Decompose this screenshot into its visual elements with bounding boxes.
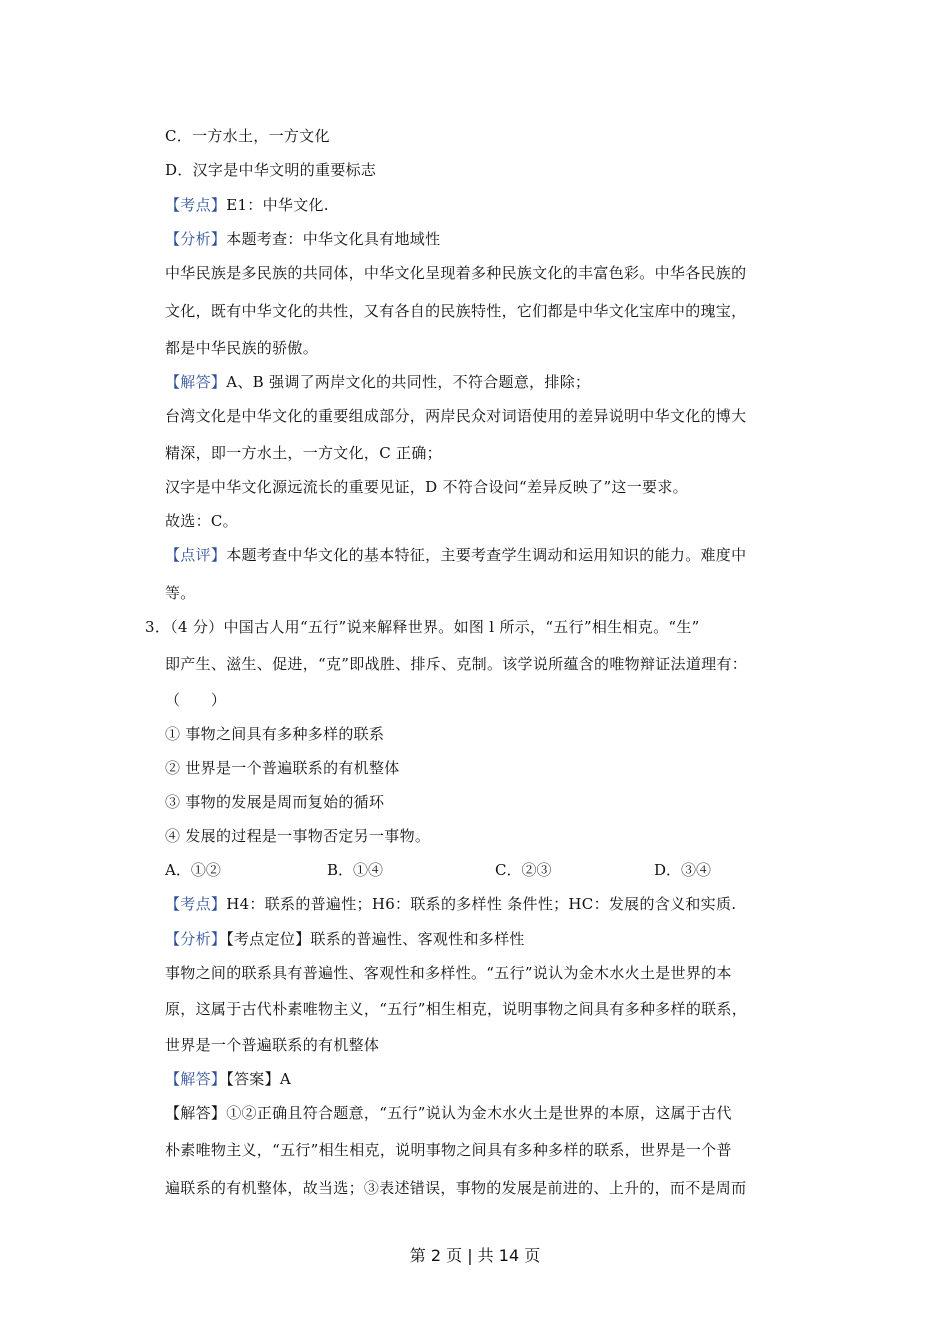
dianping-line: [165, 545, 746, 565]
jieda-line: [165, 1069, 291, 1089]
jieda-paragraph-line: 【解答】①②正确且符合题意，“五行”说认为金木水火土是世界的本原，这属于古代: [165, 1104, 732, 1122]
question-number: 3．: [145, 618, 171, 636]
jieda-tag: 【解答】: [165, 1070, 227, 1088]
jieda-tag: 【解答】: [165, 373, 227, 391]
jieda-paragraph-line: 台湾文化是中华文化的重要组成部分，两岸民众对词语使用的差异说明中华文化的博大: [165, 407, 747, 425]
page-footer: 第 2 页 | 共 14 页: [409, 1246, 541, 1265]
kaodian-tag: 【考点】: [165, 196, 227, 214]
question-stem-line: 即产生、滋生、促进，“克”即战胜、排斥、克制。该学说所蕴含的唯物辩证法道理有：: [165, 655, 748, 673]
option-b: B．①④: [327, 861, 384, 879]
option-c: C．②③: [495, 861, 552, 879]
kaodian-text: H4：联系的普遍性；H6：联系的多样性 条件性；HC：发展的含义和实质.: [226, 895, 737, 913]
jieda-paragraph-line: 汉字是中华文化源远流长的重要见证，D 不符合设问“差异反映了”这一要求。: [165, 478, 688, 496]
option-d: D．③④: [654, 861, 712, 879]
option-c: C．一方水土，一方文化: [165, 127, 330, 145]
jieda-paragraph-line: 朴素唯物主义，“五行”相生相克，说明事物之间具有多种多样的联系，世界是一个普: [165, 1141, 732, 1159]
fenxi-text: 【考点定位】联系的普遍性、客观性和多样性: [226, 930, 525, 948]
choice-line: 故选：C。: [165, 512, 238, 530]
fenxi-text: 本题考查：中华文化具有地域性: [226, 230, 441, 248]
kaodian-text: E1：中华文化.: [226, 196, 329, 214]
statement-item: ② 世界是一个普遍联系的有机整体: [165, 759, 400, 777]
jieda-text: 【答案】A: [226, 1070, 292, 1088]
fenxi-paragraph-line: 原，这属于古代朴素唯物主义，“五行”相生相克，说明事物之间具有多种多样的联系，: [165, 1000, 748, 1018]
dianping-tag: 【点评】: [165, 546, 227, 564]
fenxi-tag: 【分析】: [165, 230, 227, 248]
fenxi-paragraph-line: 都是中华民族的骄傲。: [165, 339, 319, 357]
jieda-line: [165, 372, 590, 392]
fenxi-line: [165, 929, 525, 949]
option-a: A．①②: [165, 861, 221, 879]
dianping-text: 本题考查中华文化的基本特征，主要考查学生调动和运用知识的能力。难度中: [226, 546, 747, 564]
statement-item: ③ 事物的发展是周而复始的循环: [165, 793, 385, 811]
fenxi-paragraph-line: 中华民族是多民族的共同体，中华文化呈现着多种民族文化的丰富色彩。中华各民族的: [165, 264, 747, 282]
fenxi-paragraph-line: 世界是一个普遍联系的有机整体: [165, 1036, 380, 1054]
kaodian-line: [165, 195, 329, 215]
option-d: D．汉字是中华文明的重要标志: [165, 161, 377, 179]
fenxi-paragraph-line: 事物之间的联系具有普遍性、客观性和多样性。“五行”说认为金木水火土是世界的本: [165, 964, 732, 982]
question-stem: [145, 617, 700, 637]
kaodian-tag: 【考点】: [165, 895, 227, 913]
kaodian-line: [165, 894, 736, 914]
question-stem-text: （4 分）中国古人用“五行”说来解释世界。如图 l 所示，“五行”相生相克。“生”: [170, 618, 700, 636]
dianping-paragraph-line: 等。: [165, 584, 196, 602]
fenxi-line: [165, 229, 440, 249]
fenxi-paragraph-line: 文化，既有中华文化的共性，又有各自的民族特性，它们都是中华文化宝库中的瑰宝，: [165, 302, 747, 320]
jieda-text: A、B 强调了两岸文化的共同性，不符合题意，排除；: [226, 373, 591, 391]
jieda-paragraph-line: 遍联系的有机整体，故当选；③表述错误，事物的发展是前进的、上升的，而不是周而: [165, 1179, 747, 1197]
jieda-paragraph-line: 精深，即一方水土，一方文化，C 正确；: [165, 444, 442, 462]
answer-blank: （ ）: [165, 691, 227, 709]
statement-item: ① 事物之间具有多种多样的联系: [165, 725, 385, 743]
statement-item: ④ 发展的过程是一事物否定另一事物。: [165, 827, 431, 845]
fenxi-tag: 【分析】: [165, 930, 227, 948]
